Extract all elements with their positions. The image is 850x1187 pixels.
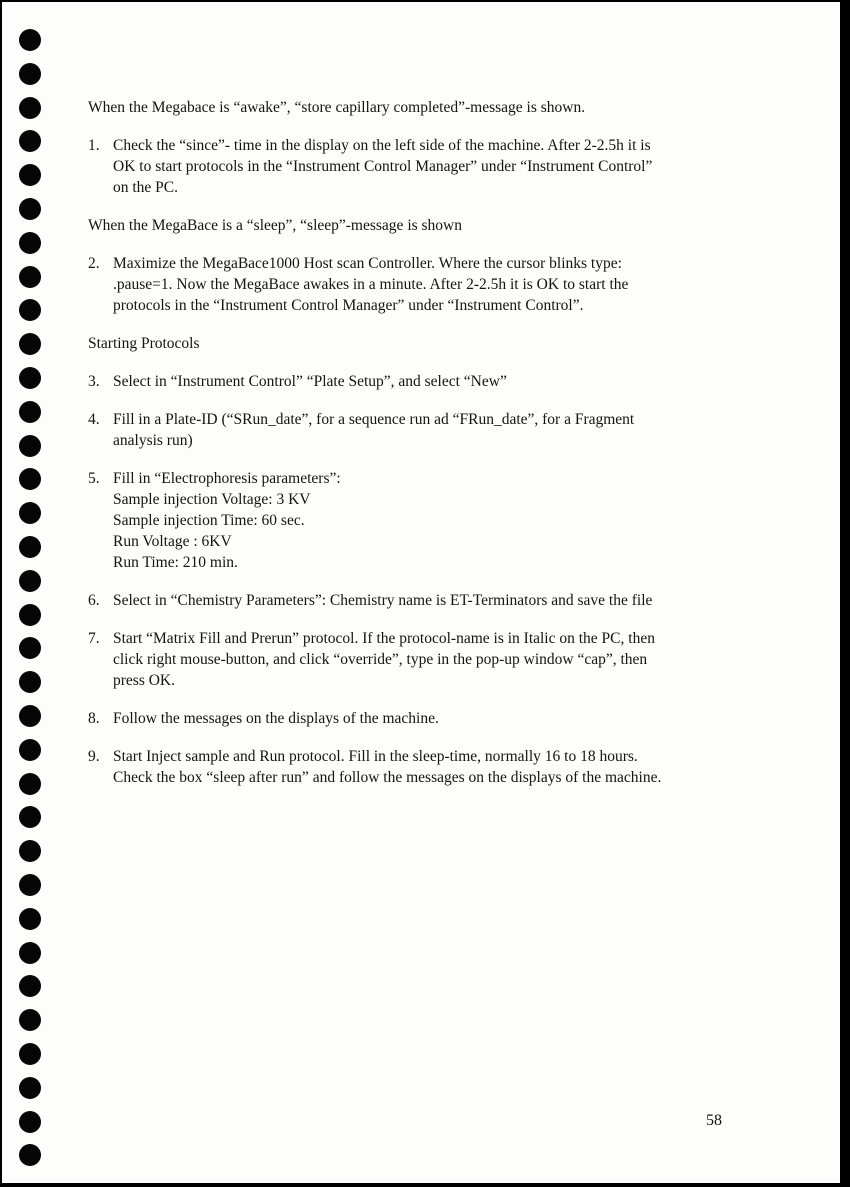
step-number: 1.	[88, 137, 100, 154]
step-item	[88, 590, 728, 611]
step-number: 3.	[88, 373, 100, 390]
step-number: 5.	[88, 470, 100, 487]
binder-hole	[19, 773, 41, 795]
step-number: 8.	[88, 710, 100, 727]
binder-hole	[19, 908, 41, 930]
binder-hole	[19, 367, 41, 389]
step-item	[88, 409, 728, 451]
binder-hole	[19, 806, 41, 828]
step-item	[88, 253, 728, 316]
step-text-line: Sample injection Voltage: 3 KV	[113, 491, 311, 508]
binder-hole	[19, 435, 41, 457]
step-number: 4.	[88, 411, 100, 428]
step-text-line: Fill in “Electrophoresis parameters”:	[113, 470, 341, 487]
binder-hole	[19, 705, 41, 727]
intro-sleep-paragraph: When the MegaBace is a “sleep”, “sleep”-message is shown	[88, 217, 463, 234]
binder-hole	[19, 942, 41, 964]
step-item	[88, 708, 728, 729]
binder-hole	[19, 502, 41, 524]
step-text-line: Start “Matrix Fill and Prerun” protocol. If the protocol-name is in Italic on the PC, then	[113, 630, 655, 647]
step-text-line: protocols in the “Instrument Control Manager” under “Instrument Control”.	[113, 297, 584, 314]
step-number: 2.	[88, 255, 100, 272]
binder-hole	[19, 333, 41, 355]
binder-hole	[19, 1009, 41, 1031]
step-text-line: click right mouse-button, and click “override”, type in the pop-up window “cap”, then	[113, 651, 648, 668]
step-text-line: Sample injection Time: 60 sec.	[113, 512, 305, 529]
binder-hole	[19, 1043, 41, 1065]
binder-hole	[19, 130, 41, 152]
awake-steps-list	[88, 135, 728, 198]
step-text-line: analysis run)	[113, 432, 193, 449]
binder-hole	[19, 29, 41, 51]
step-text-line: Run Voltage : 6KV	[113, 533, 232, 550]
binder-hole	[19, 97, 41, 119]
step-text-line: Run Time: 210 min.	[113, 554, 238, 571]
step-text-line: Check the “since”- time in the display on the left side of the machine. After 2-2.5h it is	[113, 137, 651, 154]
section-heading: Starting Protocols	[88, 335, 200, 352]
binder-hole	[19, 536, 41, 558]
binder-hole	[19, 570, 41, 592]
binder-hole	[19, 232, 41, 254]
binder-hole	[19, 975, 41, 997]
protocol-steps-list	[88, 371, 728, 788]
step-text-line: Maximize the MegaBace1000 Host scan Controller. Where the cursor blinks type:	[113, 255, 622, 272]
step-item	[88, 746, 728, 788]
step-text-line: Start Inject sample and Run protocol. Fill in the sleep-time, normally 16 to 18 hours.	[113, 748, 638, 765]
binder-hole	[19, 299, 41, 321]
binder-hole	[19, 840, 41, 862]
step-item	[88, 468, 728, 573]
step-text-line: Select in “Chemistry Parameters”: Chemistry name is ET-Terminators and save the file	[113, 592, 653, 609]
binder-hole	[19, 468, 41, 490]
binder-hole	[19, 401, 41, 423]
step-text-line: press OK.	[113, 672, 175, 689]
step-item	[88, 371, 728, 392]
step-item	[88, 628, 728, 691]
step-item	[88, 135, 728, 198]
step-text-line: Follow the messages on the displays of the machine.	[113, 710, 439, 727]
step-text-line: Fill in a Plate-ID (“SRun_date”, for a sequence run ad “FRun_date”, for a Fragment	[113, 411, 635, 428]
binder-hole	[19, 1144, 41, 1166]
binder-hole	[19, 604, 41, 626]
binder-hole	[19, 63, 41, 85]
binder-hole	[19, 266, 41, 288]
sleep-steps-list	[88, 253, 728, 316]
binder-hole	[19, 1077, 41, 1099]
binder-holes	[0, 0, 60, 1187]
step-text-line: Select in “Instrument Control” “Plate Setup”, and select “New”	[113, 373, 507, 390]
binder-hole	[19, 637, 41, 659]
document-body	[88, 97, 728, 805]
step-text-line: OK to start protocols in the “Instrument Control Manager” under “Instrument Control”	[113, 158, 653, 175]
step-number: 6.	[88, 592, 100, 609]
step-text-line: on the PC.	[113, 179, 179, 196]
binder-hole	[19, 1111, 41, 1133]
intro-awake-paragraph: When the Megabace is “awake”, “store capillary completed”-message is shown.	[88, 99, 586, 116]
step-text-line: Check the box “sleep after run” and follow the messages on the displays of the machine.	[113, 769, 662, 786]
page-number: 58	[706, 1112, 722, 1129]
binder-hole	[19, 739, 41, 761]
binder-hole	[19, 874, 41, 896]
step-number: 9.	[88, 748, 100, 765]
binder-hole	[19, 198, 41, 220]
step-number: 7.	[88, 630, 100, 647]
binder-hole	[19, 164, 41, 186]
binder-hole	[19, 671, 41, 693]
step-text-line: .pause=1. Now the MegaBace awakes in a minute. After 2-2.5h it is OK to start the	[113, 276, 629, 293]
